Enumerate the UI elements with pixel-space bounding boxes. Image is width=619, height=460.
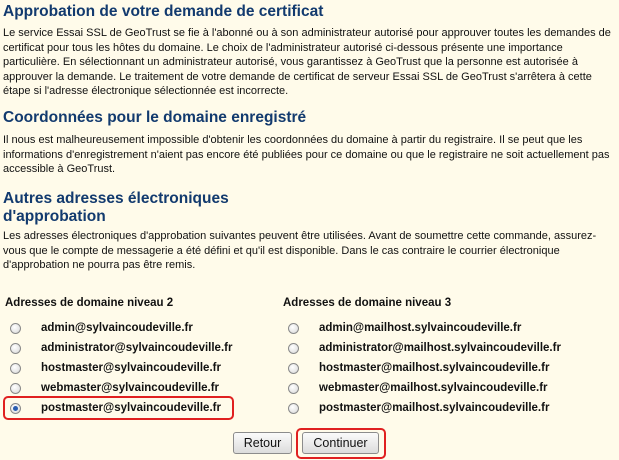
radio-button[interactable]: [10, 363, 21, 374]
level3-option-postmaster[interactable]: [288, 398, 549, 418]
radio-button[interactable]: [288, 403, 299, 414]
back-button[interactable]: Retour: [233, 432, 292, 454]
level3-option-admin[interactable]: [288, 318, 521, 338]
radio-button[interactable]: [10, 383, 21, 394]
option-email: hostmaster@sylvaincoudeville.fr: [41, 362, 221, 374]
radio-button[interactable]: [288, 383, 299, 394]
option-email: postmaster@mailhost.sylvaincoudeville.fr: [319, 402, 550, 414]
level3-option-hostmaster[interactable]: [288, 358, 549, 378]
registered-domain-title: Coordonnées pour le domaine enregistré: [3, 109, 307, 126]
radio-button[interactable]: [288, 323, 299, 334]
option-email: admin@sylvaincoudeville.fr: [41, 322, 193, 334]
option-email: admin@mailhost.sylvaincoudeville.fr: [319, 322, 522, 334]
option-email: webmaster@sylvaincoudeville.fr: [41, 382, 220, 394]
level3-option-webmaster[interactable]: [288, 378, 548, 398]
level2-option-hostmaster[interactable]: [10, 358, 221, 378]
registered-domain-description: Il nous est malheureusement impossible d'obtenir les coordonnées du domaine à partir du registraire. Il se peut que les informations d'enregistrement n'aient pas encore été publiées pour ce domaine ou que le registraire ne soit actuellement pas accessible à GeoTrust.: [3, 134, 610, 176]
radio-button[interactable]: [10, 343, 21, 354]
option-email: administrator@mailhost.sylvaincoudeville.fr: [319, 342, 561, 354]
radio-button[interactable]: [288, 363, 299, 374]
radio-button[interactable]: [288, 343, 299, 354]
approval-description: Le service Essai SSL de GeoTrust se fie à l'abonné ou à son administrateur autorisé pour approuver toutes les demandes de certificat pour tous les hôtes du domaine. Le choix de l'administrateur autorisé ci-dessous présente une importance particulière. En sélectionnant un administrateur autorisé, vous garantissez à GeoTrust que la personne est autorisée à approuver la demande. Le traitement de votre demande de certificat de serveur Essai SSL de GeoTrust s'arrêtera à cette étape si l'adresse électronique sélectionnée est incorrecte.: [3, 27, 611, 98]
other-addresses-description: Les adresses électroniques d'approbation suivantes peuvent être utilisées. Avant de soumettre cette commande, assurez-vous que le compte de messagerie a été défini et qu'il est disponible. Dans le cas contraire le courrier électronique d'approbation ne pourra pas être remis.: [3, 230, 597, 272]
radio-button[interactable]: [10, 323, 21, 334]
option-email: administrator@sylvaincoudeville.fr: [41, 342, 233, 354]
continue-button[interactable]: Continuer: [302, 432, 379, 454]
option-email: hostmaster@mailhost.sylvaincoudeville.fr: [319, 362, 550, 374]
level3-header: Adresses de domaine niveau 3: [283, 297, 452, 309]
option-email: postmaster@sylvaincoudeville.fr: [41, 402, 221, 414]
approval-title: Approbation de votre demande de certificat: [3, 3, 324, 20]
other-addresses-title: Autres adresses électroniques d'approbation: [3, 190, 229, 225]
level3-option-administrator[interactable]: [288, 338, 561, 358]
level2-option-webmaster[interactable]: [10, 378, 219, 398]
level2-header: Adresses de domaine niveau 2: [5, 297, 174, 309]
level2-option-postmaster[interactable]: [10, 398, 221, 418]
option-email: webmaster@mailhost.sylvaincoudeville.fr: [319, 382, 548, 394]
level2-option-admin[interactable]: [10, 318, 193, 338]
radio-button-selected[interactable]: [10, 403, 21, 414]
level2-option-administrator[interactable]: [10, 338, 232, 358]
